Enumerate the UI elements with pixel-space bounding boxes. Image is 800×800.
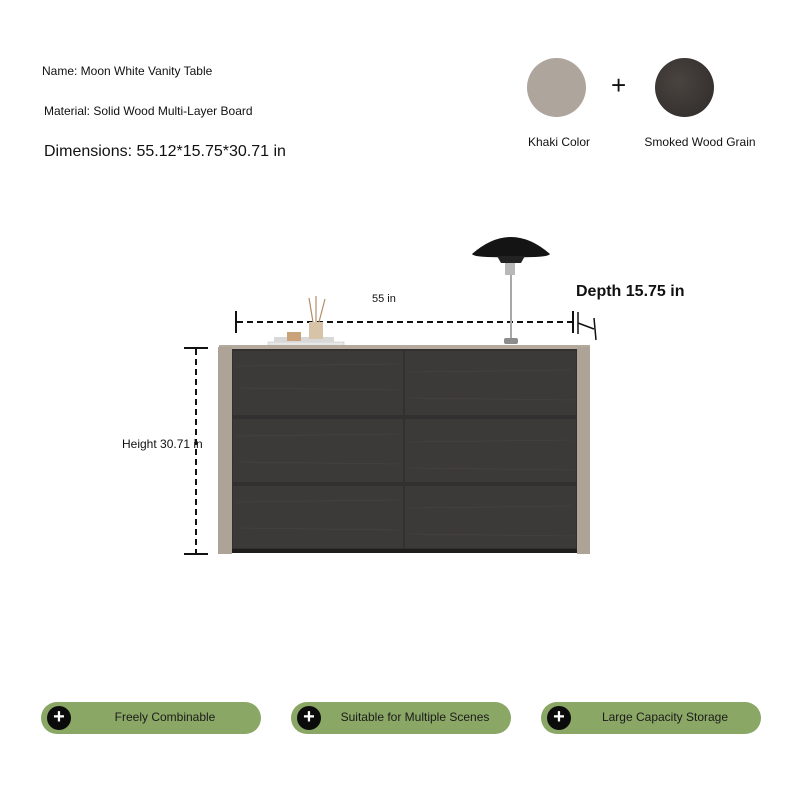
width-dimension-line: [236, 311, 574, 333]
depth-label: Depth 15.75 in: [576, 283, 685, 300]
feature-pill-multiple-scenes: [291, 702, 511, 734]
desk-lamp: [472, 237, 550, 344]
feature-label: Freely Combinable: [114, 710, 216, 724]
depth-dimension-line: [578, 312, 596, 340]
plus-icon: +: [611, 70, 627, 100]
plus-circle-icon: +: [297, 706, 321, 730]
height-dimension-line: [184, 348, 208, 554]
product-material: Material: Solid Wood Multi-Layer Board: [44, 104, 253, 118]
feature-pill-freely-combinable: [41, 702, 261, 734]
dresser: [218, 345, 590, 554]
feature-label: Large Capacity Storage: [601, 710, 729, 724]
plus-circle-icon: +: [47, 706, 71, 730]
product-name: Name: Moon White Vanity Table: [42, 64, 213, 78]
plus-circle-icon: +: [547, 706, 571, 730]
khaki-color-label: Khaki Color: [527, 135, 591, 149]
height-label: Height 30.71 in: [122, 437, 203, 451]
feature-label: Suitable for Multiple Scenes: [340, 710, 490, 724]
width-label: 55 in: [372, 293, 396, 305]
feature-pill-large-storage: [541, 702, 761, 734]
smoked-wood-grain-label: Smoked Wood Grain: [644, 135, 756, 149]
product-dimensions: Dimensions: 55.12*15.75*30.71 in: [44, 143, 286, 160]
